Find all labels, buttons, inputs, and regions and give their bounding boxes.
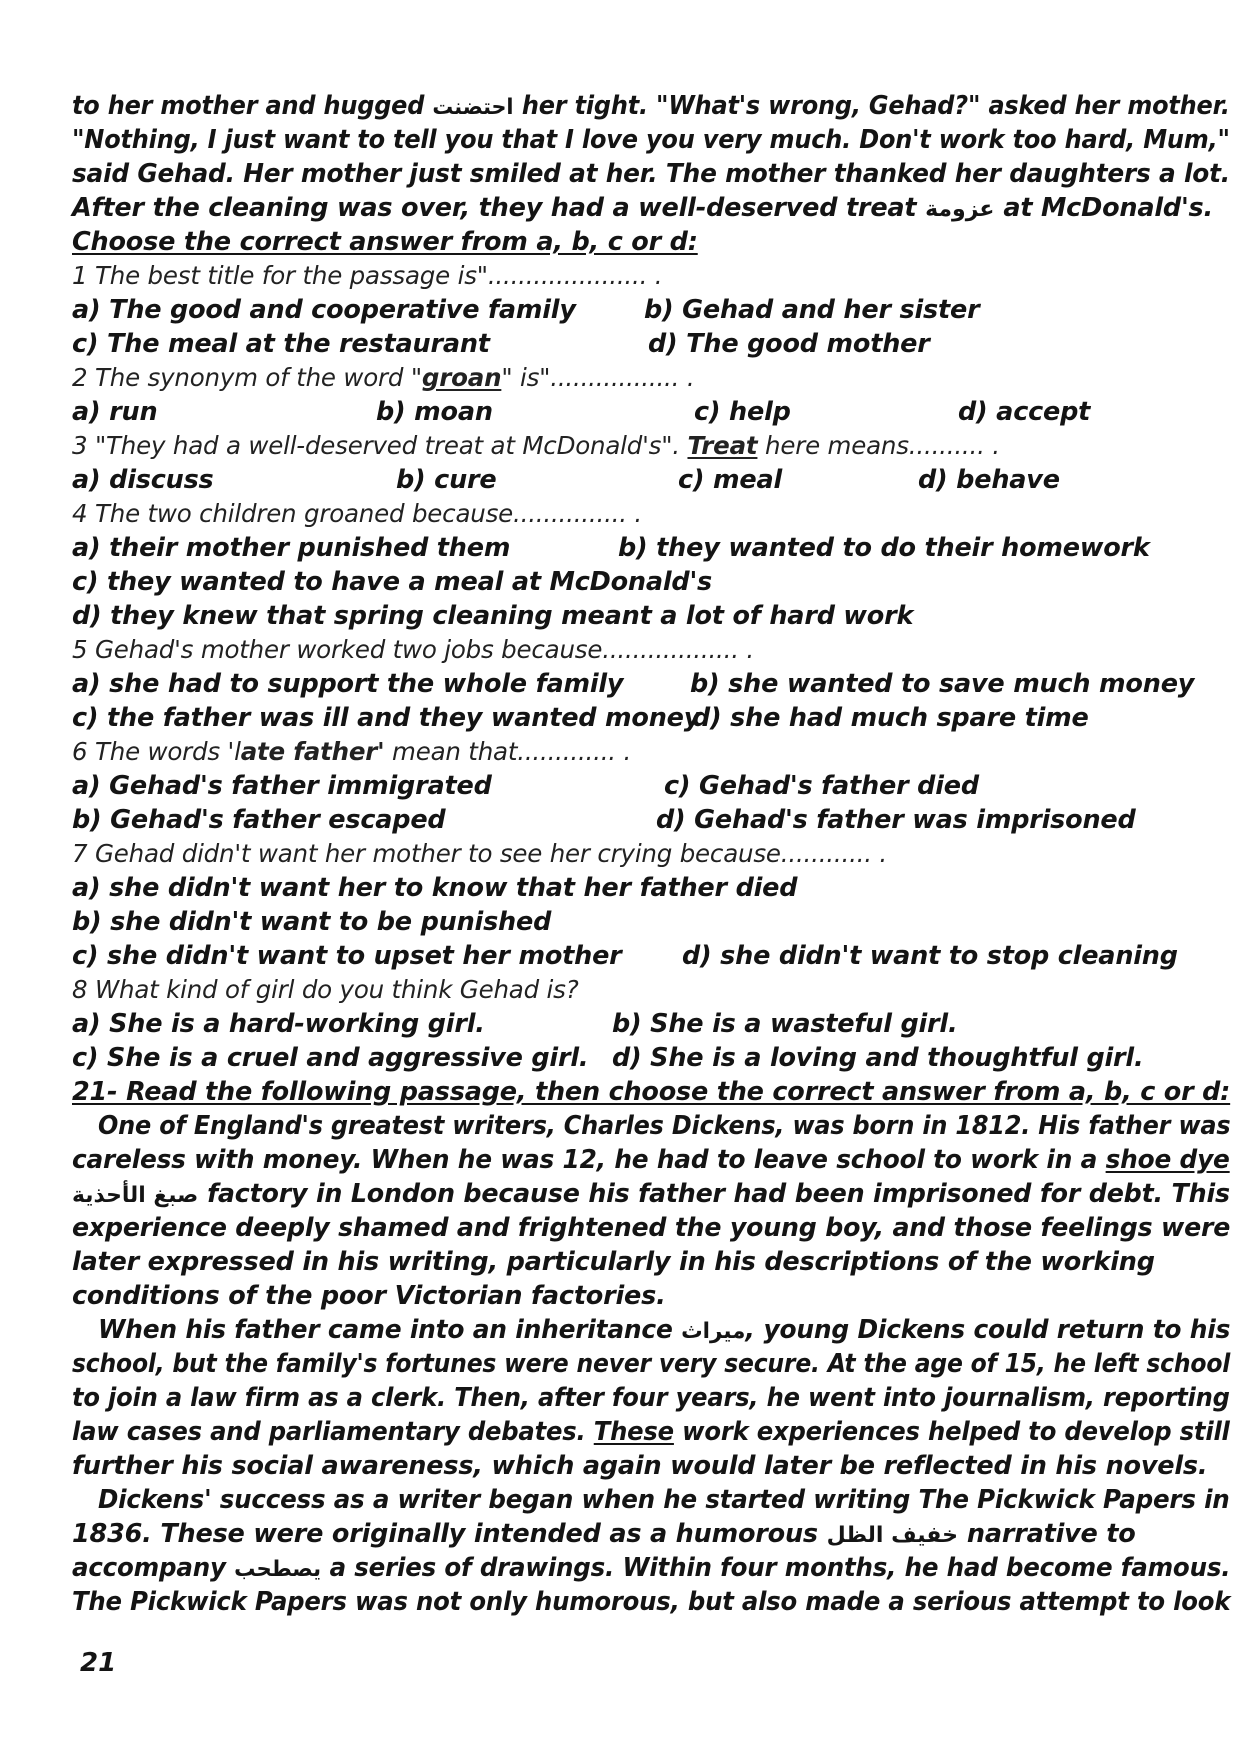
option-8a: a) She is a hard-working girl. [72,1009,485,1039]
section-21-heading: 21- Read the following passage, then choose the correct answer from a, b, c or d: [72,1077,1231,1107]
question-3: 3 "They had a well-deserved treat at McDonald's". Treat here means.......... . [72,431,1000,460]
option-1d: d) The good mother [648,329,930,359]
arabic-gloss: يصطحب [234,1557,322,1582]
underlined-term: These [593,1417,674,1447]
question-5: 5 Gehad's mother worked two jobs because.................. . [72,635,754,664]
option-6c: c) Gehad's father died [664,771,979,801]
question-7: 7 Gehad didn't want her mother to see her crying because............ . [72,839,888,868]
passage-line: After the cleaning was over, they had a well-deserved treat عزومة at McDonald's. [72,193,1214,223]
passage-line: law cases and parliamentary debates. These work experiences helped to develop still [72,1417,1230,1447]
question-4: 4 The two children groaned because............... . [72,499,643,528]
passage-line: When his father came into an inheritance ميراث, young Dickens could return to his [98,1315,1231,1345]
option-2d: d) accept [958,397,1091,427]
arabic-gloss: احتضنت [432,95,514,120]
passage-line: careless with money. When he was 12, he had to leave school to work in a shoe dye [72,1145,1230,1175]
option-3c: c) meal [678,465,783,495]
option-6b: b) Gehad's father escaped [72,805,446,835]
question-6: 6 The words 'late father' mean that............. . [72,737,632,766]
question-1: 1 The best title for the passage is"..................... . [72,261,663,290]
passage-line: later expressed in his writing, particularly in his descriptions of the working [72,1247,1155,1277]
option-8b: b) She is a wasteful girl. [612,1009,958,1039]
option-1c: c) The meal at the restaurant [72,329,490,359]
option-4d: d) they knew that spring cleaning meant a lot of hard work [72,601,914,631]
arabic-gloss: ميراث [681,1319,746,1344]
question-8: 8 What kind of girl do you think Gehad is? [72,975,579,1004]
passage-line: further his social awareness, which again would later be reflected in his novels. [72,1451,1208,1481]
passage-line: to her mother and hugged احتضنت her tight. "What's wrong, Gehad?" asked her mother. [72,91,1230,121]
option-2c: c) help [694,397,791,427]
page-number: 21 [80,1648,117,1678]
option-6a: a) Gehad's father immigrated [72,771,492,801]
passage-line: to join a law firm as a clerk. Then, after four years, he went into journalism, reporting [72,1383,1230,1413]
passage-line: conditions of the poor Victorian factories. [72,1281,666,1311]
question-2: 2 The synonym of the word "groan" is"................. . [72,363,695,392]
option-5c: c) the father was ill and they wanted money [72,703,701,733]
passage-line: One of England's greatest writers, Charles Dickens, was born in 1812. His father was [98,1111,1231,1141]
option-7a: a) she didn't want her to know that her father died [72,873,798,903]
option-1a: a) The good and cooperative family [72,295,576,325]
passage-line: accompany يصطحب a series of drawings. Within four months, he had become famous. [72,1553,1231,1583]
option-4b: b) they wanted to do their homework [618,533,1150,563]
option-6d: d) Gehad's father was imprisoned [656,805,1136,835]
key-word: ate father' [240,737,385,766]
option-7d: d) she didn't want to stop cleaning [682,941,1178,971]
passage-line: The Pickwick Papers was not only humorous, but also made a serious attempt to look [72,1587,1231,1617]
option-8d: d) She is a loving and thoughtful girl. [612,1043,1144,1073]
option-7c: c) she didn't want to upset her mother [72,941,622,971]
passage-line: Dickens' success as a writer began when he started writing The Pickwick Papers in [98,1485,1230,1515]
option-4c: c) they wanted to have a meal at McDonald's [72,567,713,597]
option-3b: b) cure [396,465,497,495]
option-3d: d) behave [918,465,1060,495]
option-5a: a) she had to support the whole family [72,669,624,699]
passage-line: experience deeply shamed and frightened the young boy, and those feelings were [72,1213,1231,1243]
arabic-gloss: خفيف الظل [826,1523,958,1548]
passage-line: said Gehad. Her mother just smiled at her. The mother thanked her daughters a lot. [72,159,1230,189]
underlined-term: shoe dye [1105,1145,1230,1175]
arabic-gloss: عزومة [925,197,995,222]
key-word: Treat [687,431,758,460]
key-word: groan [421,363,502,392]
arabic-gloss: صبغ الأحذية [72,1183,199,1208]
passage-line: صبغ الأحذية factory in London because his father had been imprisoned for debt. This [72,1179,1230,1209]
option-7b: b) she didn't want to be punished [72,907,552,937]
option-5d: d) she had much spare time [692,703,1089,733]
passage-line: 1836. These were originally intended as a humorous خفيف الظل narrative to [72,1519,1136,1549]
passage-line: "Nothing, I just want to tell you that I love you very much. Don't work too hard, Mum," [72,125,1230,155]
option-3a: a) discuss [72,465,214,495]
passage-line: school, but the family's fortunes were never very secure. At the age of 15, he left school [72,1349,1231,1379]
option-1b: b) Gehad and her sister [644,295,980,325]
option-8c: c) She is a cruel and aggressive girl. [72,1043,589,1073]
section-instruction: Choose the correct answer from a, b, c or d: [72,227,698,257]
option-2b: b) moan [376,397,493,427]
option-2a: a) run [72,397,158,427]
option-5b: b) she wanted to save much money [690,669,1195,699]
option-4a: a) their mother punished them [72,533,511,563]
